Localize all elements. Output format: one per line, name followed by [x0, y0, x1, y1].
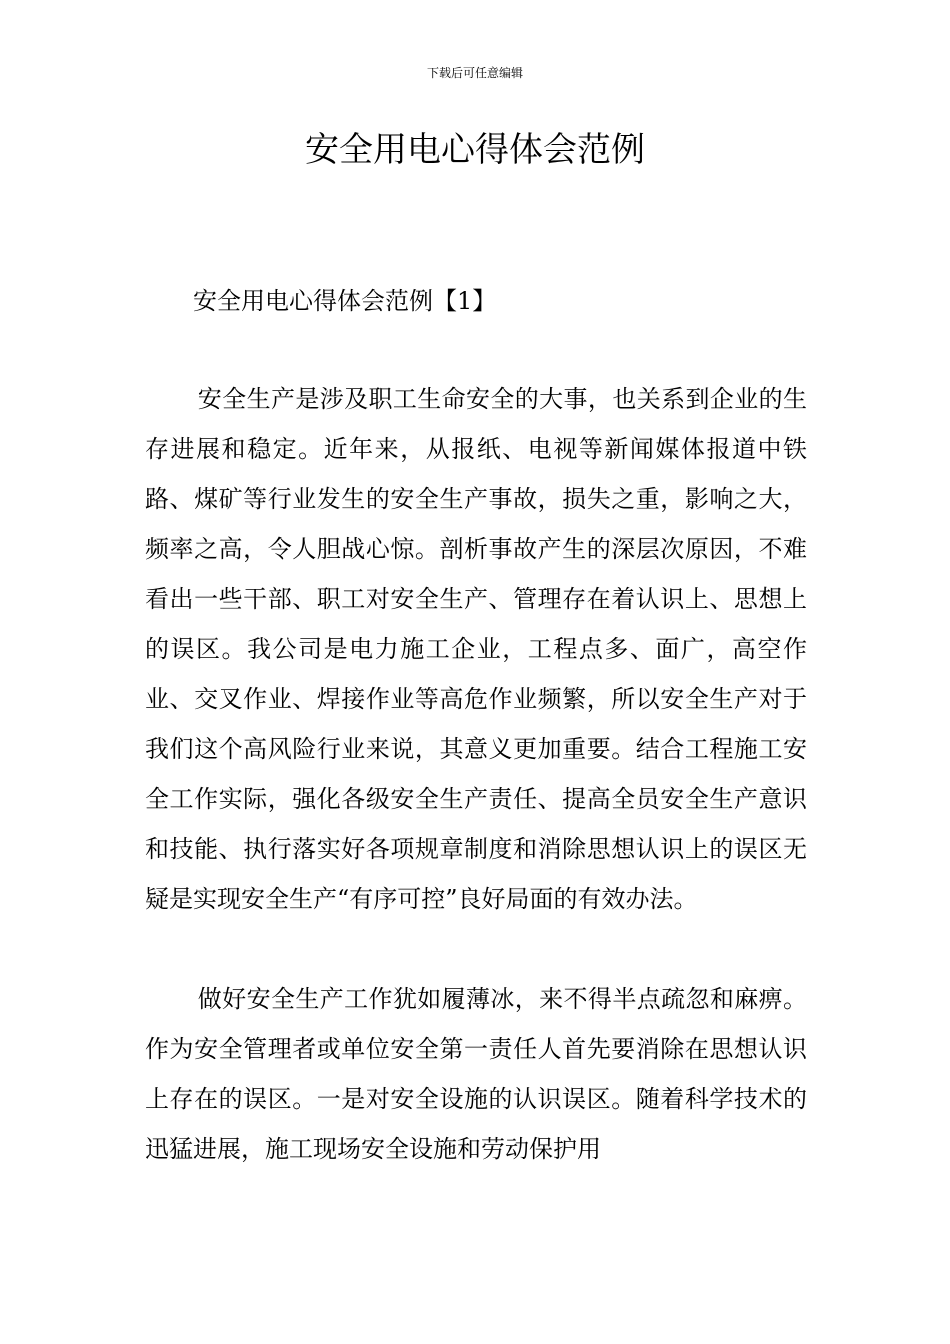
header-note: 下载后可任意编辑: [426, 66, 523, 80]
paragraph-1: 安全生产是涉及职工生命安全的大事，也关系到企业的生存进展和稳定。近年来，从报纸、电视等新闻媒体报道中铁路、煤矿等行业发生的安全生产事故，损失之重，影响之大，频率之高，令人胆战心惊。剖析事故产生的深层次原因，不难看出一些干部、职工对安全生产、管理存在着认识上、思想上的误区。我公司是电力施工企业，工程点多、面广，高空作业、交叉作业、焊接作业等高危作业频繁，所以安全生产对于我们这个高风险行业来说，其意义更加重要。结合工程施工安全工作实际，强化各级安全生产责任、提高全员安全生产意识和技能、执行落实好各项规章制度和消除思想认识上的误区无疑是实现安全生产“有序可控”良好局面的有效办法。: [145, 385, 807, 913]
section-heading: 安全用电心得体会范例【1】: [193, 287, 497, 315]
paragraph-2: 做好安全生产工作犹如履薄冰，来不得半点疏忽和麻痹。作为安全管理者或单位安全第一责任人首先要消除在思想认识上存在的误区。一是对安全设施的认识误区。随着科学技术的迅猛进展，施工现场安全设施和劳动保护用: [145, 985, 807, 1163]
document-title: 安全用电心得体会范例: [305, 130, 645, 170]
document-body: [145, 276, 807, 1224]
